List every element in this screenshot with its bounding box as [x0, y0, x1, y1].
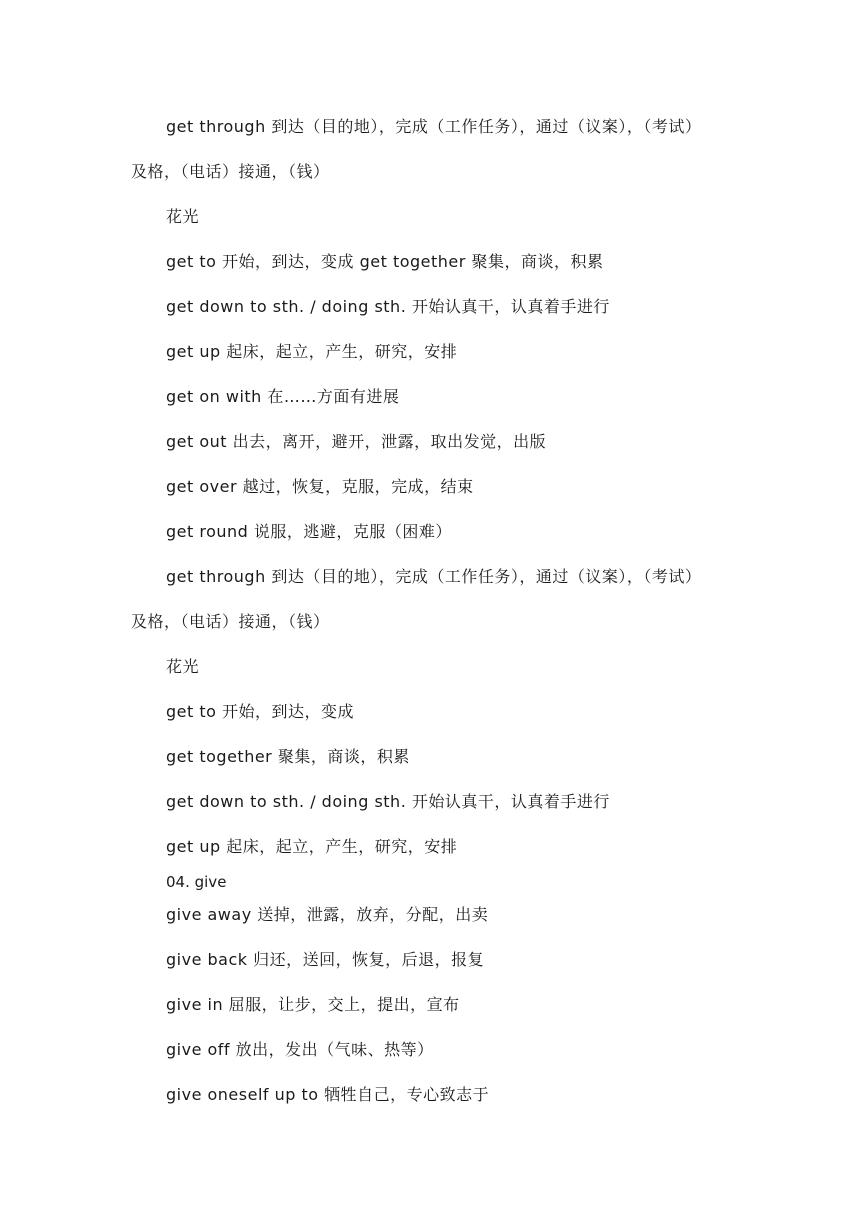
- text-line: get to 开始，到达，变成 get together 聚集，商谈，积累: [166, 252, 604, 271]
- text-line: 花光: [166, 657, 200, 676]
- text-line: 及格，（电话）接通，（钱）: [131, 162, 330, 181]
- text-line: give oneself up to 牺牲自己，专心致志于: [166, 1085, 490, 1104]
- text-line: 及格，（电话）接通，（钱）: [131, 612, 330, 631]
- text-line: 花光: [166, 207, 200, 226]
- text-line: give off 放出，发出（气味、热等）: [166, 1040, 434, 1059]
- text-line: get to 开始，到达，变成: [166, 702, 355, 721]
- text-line: get together 聚集，商谈，积累: [166, 747, 410, 766]
- text-line: get on with 在……方面有进展: [166, 387, 400, 406]
- section-heading: 04. give: [166, 873, 227, 891]
- text-line: get down to sth. / doing sth. 开始认真干，认真着手进行: [166, 297, 610, 316]
- text-line: get down to sth. / doing sth. 开始认真干，认真着手进行: [166, 792, 610, 811]
- text-line: give in 屈服，让步，交上，提出，宣布: [166, 995, 460, 1014]
- text-line: give back 归还，送回，恢复，后退，报复: [166, 950, 485, 969]
- text-line: get out 出去，离开，避开，泄露，取出发觉，出版: [166, 432, 547, 451]
- text-line: get through 到达（目的地），完成（工作任务），通过（议案），（考试）: [166, 567, 702, 586]
- text-line: get through 到达（目的地），完成（工作任务），通过（议案），（考试）: [166, 117, 702, 136]
- text-line: get round 说服，逃避，克服（困难）: [166, 522, 452, 541]
- text-line: give away 送掉，泄露，放弃，分配，出卖: [166, 905, 489, 924]
- text-line: get over 越过，恢复，克服，完成，结束: [166, 477, 474, 496]
- text-line: get up 起床，起立，产生，研究，安排: [166, 342, 458, 361]
- text-line: get up 起床，起立，产生，研究，安排: [166, 837, 458, 856]
